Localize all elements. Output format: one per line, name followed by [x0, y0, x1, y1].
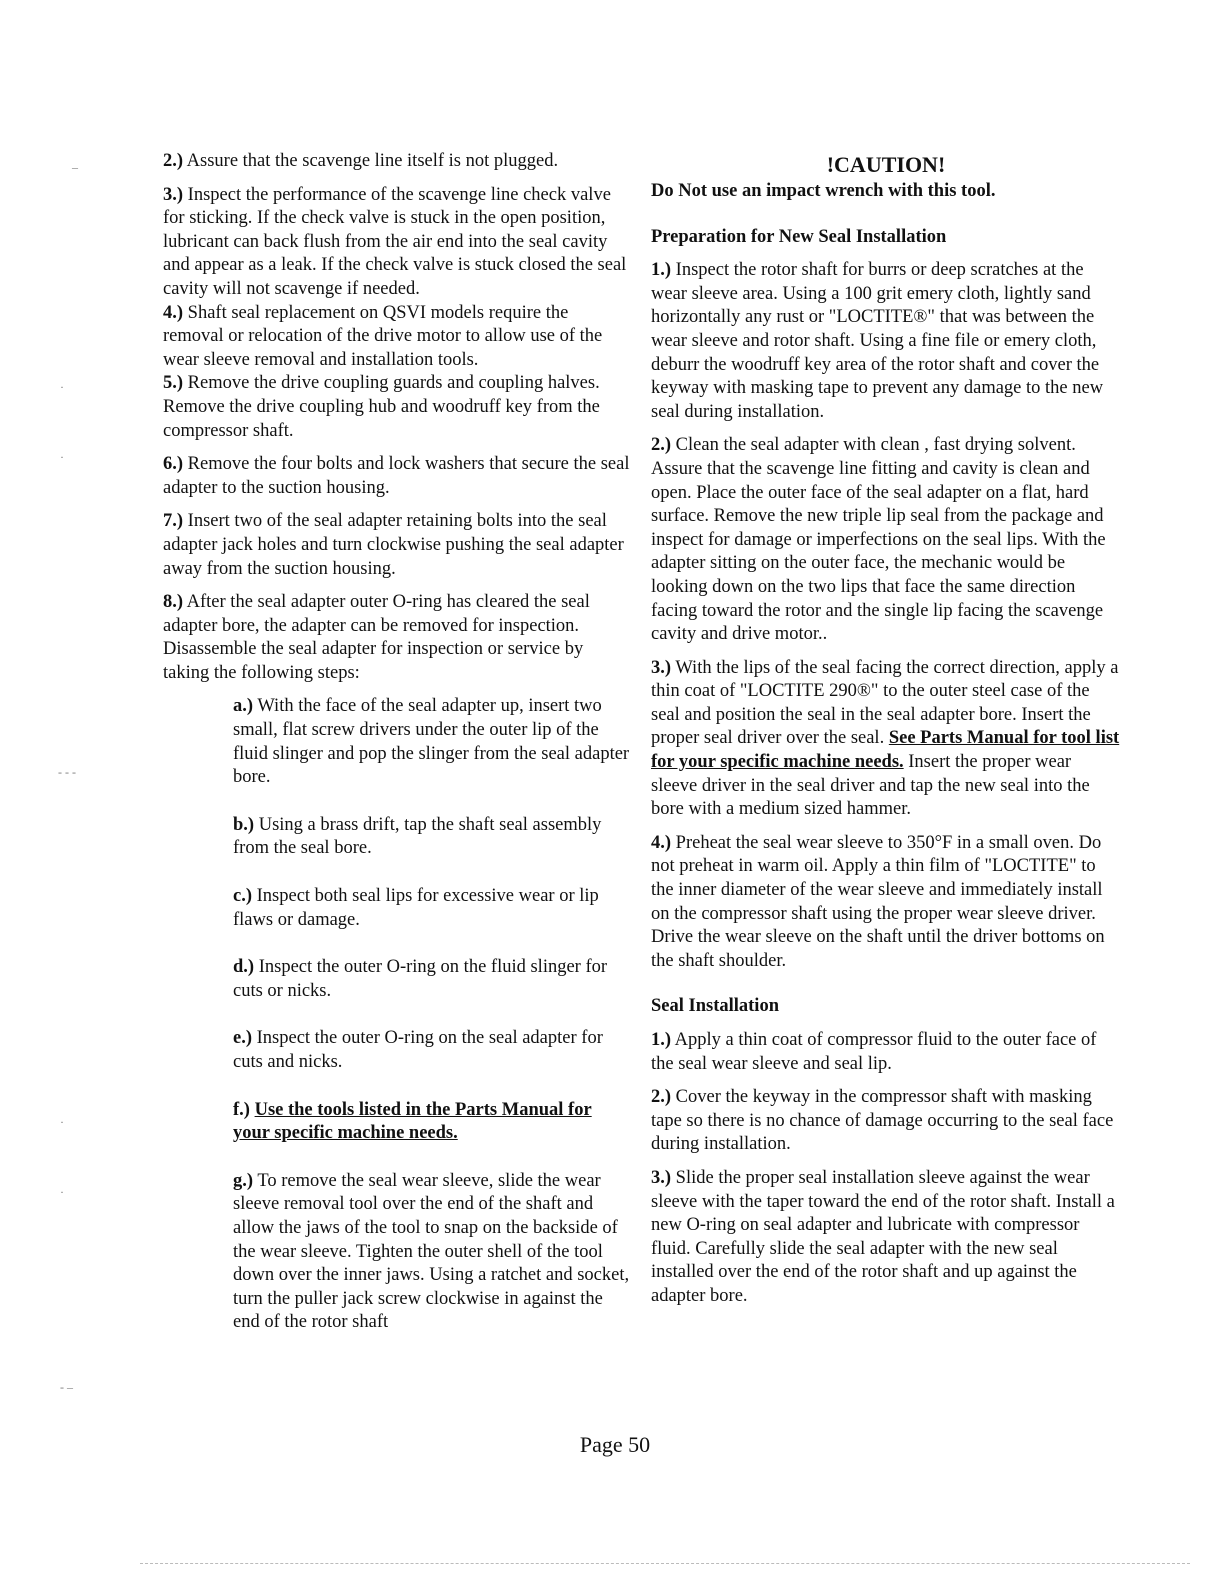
substep-d: d.) Inspect the outer O-ring on the fluid slinger for cuts or nicks.	[233, 957, 608, 1001]
install-step-1: 1.) Apply a thin coat of compressor fluid to the outer face of the seal wear sleeve and seal lip.	[651, 1030, 1097, 1074]
step-2: 2.) Assure that the scavenge line itself is not plugged.	[163, 151, 559, 171]
step-4: 4.) Shaft seal replacement on QSVI models require the removal or relocation of the drive motor to allow use of the wear sleeve removal and installation tools.	[163, 302, 603, 370]
step-6: 6.) Remove the four bolts and lock washers that secure the seal adapter to the suction housing.	[163, 454, 630, 498]
caution-text: Do Not use an impact wrench with this tool.	[651, 181, 996, 201]
install-heading: Seal Installation	[651, 996, 779, 1017]
prep-heading: Preparation for New Seal Installation	[651, 226, 947, 247]
scan-mark: ·	[60, 1115, 64, 1129]
step-3: 3.) Inspect the performance of the scavenge line check valve for sticking. If the check valve is stuck in the open position, lubricant can back flush from the air end into the seal cavity and appear as a leak. If the check valve is stuck closed the seal cavity will not scavenge if needed.	[163, 184, 627, 299]
scan-mark: ·	[60, 450, 64, 464]
scan-mark: - - -	[58, 765, 76, 779]
substep-c: c.) Inspect both seal lips for excessive wear or lip flaws or damage.	[233, 886, 599, 930]
scan-mark: ·	[60, 380, 64, 394]
scan-mark: ·	[60, 1185, 64, 1199]
parts-manual-reference: See Parts Manual for tool list for your specific machine needs.	[651, 728, 1120, 773]
prep-step-1: 1.) Inspect the rotor shaft for burrs or deep scratches at the wear sleeve area. Using a 100 grit emery cloth, lightly sand horizontally any rust or "LOCTITE®" that was between the wear sleeve and rotor shaft. Using a fine file or emery cloth, deburr the woodruff key area of the rotor shaft and cover the keyway with masking tape to prevent any damage to the new seal during installation.	[651, 260, 1104, 422]
step-7: 7.) Insert two of the seal adapter retaining bolts into the seal adapter jack holes and turn clockwise pushing the seal adapter away from the suction housing.	[163, 511, 624, 579]
scan-mark: - –	[60, 1380, 73, 1394]
substep-b: b.) Using a brass drift, tap the shaft seal assembly from the seal bore.	[233, 814, 602, 859]
step-5: 5.) Remove the drive coupling guards and coupling halves. Remove the drive coupling hub and woodruff key from the compressor shaft.	[163, 373, 600, 441]
substep-a: a.) With the face of the seal adapter up, insert two small, flat screw drivers under the outer lip of the fluid slinger and pop the slinger from the seal adapter bore.	[233, 696, 630, 788]
parts-manual-note: Use the tools listed in the Parts Manual for your specific machine needs.	[233, 1099, 592, 1144]
scan-mark: –	[72, 160, 78, 174]
prep-step-3: 3.) With the lips of the seal facing the correct direction, apply a thin coat of "LOCTITE 290®" to the outer steel case of the seal and position the seal in the seal adapter bore. Insert the proper seal driver over the seal. See Parts Manual for tool list for your specific machine needs. Insert the proper wear sleeve driver in the seal driver and tap the new seal into the bore with a medium sized hammer.	[651, 657, 1120, 820]
caution-title: !CAUTION!	[826, 152, 946, 177]
install-step-2: 2.) Cover the keyway in the compressor shaft with masking tape so there is no chance of damage occurring to the seal face during installation.	[651, 1087, 1114, 1155]
scan-edge-rule	[140, 1563, 1190, 1564]
prep-step-2: 2.) Clean the seal adapter with clean , fast drying solvent. Assure that the scavenge line fitting and cavity is clean and open. Place the outer face of the seal adapter on a flat, hard surface. Remove the new triple lip seal from the package and inspect for damage or imperfections on the seal lips. With the adapter sitting on the outer face, the mechanic would be looking down on the two lips that face the same direction facing toward the rotor and the single lip facing the scavenge cavity and drive motor..	[651, 435, 1106, 645]
prep-step-4: 4.) Preheat the seal wear sleeve to 350°F in a small oven. Do not preheat in warm oil. Apply a thin film of "LOCTITE" to the inner diameter of the wear sleeve and immediately install on the compressor shaft using the proper wear sleeve driver. Drive the wear sleeve on the shaft until the driver bottoms on the shaft shoulder.	[651, 832, 1105, 971]
substep-f: f.) Use the tools listed in the Parts Manual for your specific machine needs.	[233, 1099, 592, 1144]
install-step-3: 3.) Slide the proper seal installation sleeve against the wear sleeve with the taper toward the end of the rotor shaft. Install a new O-ring on seal adapter and lubricate with compressor fluid. Carefully slide the seal adapter with the new seal installed over the end of the rotor shaft and up against the adapter bore.	[651, 1167, 1115, 1306]
substep-g: g.) To remove the seal wear sleeve, slide the wear sleeve removal tool over the end of the shaft and allow the jaws of the tool to snap on the backside of the wear sleeve. Tighten the outer shell of the tool down over the inner jaws. Using a ratchet and socket, turn the puller jack screw clockwise in against the end of the rotor shaft	[233, 1170, 630, 1333]
page-number: Page 50	[579, 1432, 651, 1457]
left-column	[163, 150, 631, 1359]
step-8: 8.) After the seal adapter outer O-ring has cleared the seal adapter bore, the adapter can be removed for inspection. Disassemble the seal adapter for inspection or service by taking the following steps:	[163, 592, 590, 683]
right-column	[651, 150, 1121, 1319]
substep-e: e.) Inspect the outer O-ring on the seal adapter for cuts and nicks.	[233, 1028, 603, 1072]
